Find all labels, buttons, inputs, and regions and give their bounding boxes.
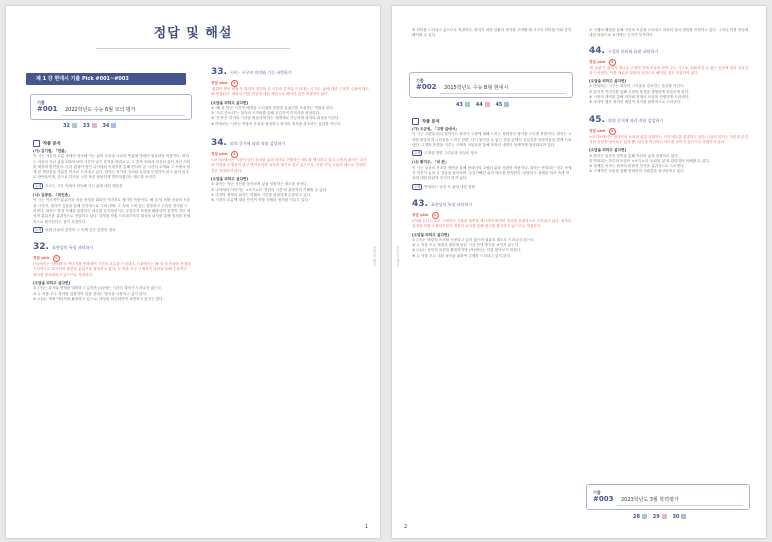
problems-33-34 (211, 68, 369, 203)
wrong-item: ④ (나)는 색채 이미지를 활용하고 있으나, 대상을 의인화하여 표현하고 있지는 않다. (33, 296, 164, 301)
right-column-content (589, 28, 749, 175)
color-square (662, 514, 667, 519)
question-num: 33 (82, 123, 90, 129)
exam-underline (61, 115, 185, 116)
wrong-item: ④ (나)는 설의적 표현을 활용하지만 (가)에서는 이를 찾아보기 어렵다. (412, 248, 522, 253)
answer-pick: 정답 pick ③ (589, 59, 749, 66)
wrong-item: ④ 마지막 연에서 화자는 미래의 시간을 담담하게 수용하고 있다. (211, 192, 312, 197)
problem-title: 33. 시어 · 시구의 의미와 기능 파악하기 (211, 67, 292, 77)
wrong-heading: [오답을 피하고 싶다면] (589, 148, 627, 153)
answer-explanation: '겹겹이 쌓인 세월'은 화자가 견디어 온 시간의 흔적을 드러내는 시구로, 삶에 대한 긍정적 수용의 태도와 연결된다. 따라서 이를 현실에 대한 체념으로 해석한 것은 적절하지 않다. (211, 87, 369, 97)
wrong-item: ② '푸른 종소리'는 청각의 시각화를 통해 공감각적 이미지를 형성한다. (211, 111, 321, 116)
color-square (485, 102, 490, 107)
wrong-item: ③ 두 작품 모두 청자를 설정하여 말을 건네는 방식을 사용하고 있지 않다. (33, 291, 148, 296)
work-analysis: 이 시는 일상의 사소한 장면을 통해 현대인의 고립된 삶을 성찰한 작품이다. 화자는 반복되는 하루 속에서 자신이 놓쳐 온 것들을 돌아보며, 무감각해진 삶의 태도를 반성한다. 담담하고 절제된 어조 속에 현실에 대한 비판적 인식이 담겨 있다. (412, 165, 572, 181)
work-summary: 주제 반복되는 일상 속 삶에 대한 성찰 (414, 184, 476, 189)
question-num: 34 (102, 123, 110, 129)
answer-pick: 정답 pick ① (33, 255, 191, 262)
work-title: (나) 황지우, 「비 판」 (412, 160, 449, 165)
question-num: 44 (475, 102, 483, 108)
wrong-item: ③ '흔적'은 과거의 시간을 떠올리게 하는 매개체로 기능하며 화자의 회상을 이끈다. (211, 116, 340, 121)
wrong-item: ① 화자는 지난 시간을 돌아보며 삶을 성찰하는 태도를 보인다. (211, 182, 308, 187)
color-square (465, 102, 470, 107)
wrong-item: ① 반복되는 시구는 화자의 그리움을 강조하는 효과를 지닌다. (589, 84, 685, 89)
page-1 (6, 6, 380, 538)
section-banner: 제 1 강 현대시 기출 Pick #001~#003 (26, 73, 186, 85)
page-2 (392, 6, 766, 538)
answer-pick: 정답 pick ④ (211, 80, 369, 87)
question-num: 32 (63, 123, 70, 129)
wrong-item: ① 화자는 일상의 장면을 통해 자신의 삶을 성찰하고 있다. (589, 153, 679, 158)
problem-title: 45. 외적 준거에 따라 작품 감상하기 (589, 114, 664, 125)
exam-number: #001 (37, 105, 58, 113)
theme-tag-icon: 주제 (414, 151, 421, 156)
exam-title: 2015학년도 수능 B형 현대시 (444, 85, 509, 91)
problem-title: 43. 표현상의 특징 파악하기 (412, 198, 473, 209)
wrong-item: ② 나이테의 이미지는 <보기>의 '견딤의 시간'과 관련지어 이해할 수 있다. (211, 187, 328, 192)
exam-title: 2023학년도 3월 학력평가 (621, 497, 679, 503)
side-label: 정답 및 해설 (396, 246, 401, 266)
wrong-item: ③ 절제된 어조는 화자의 비판적 인식을 효과적으로 드러낸다. (589, 164, 685, 169)
continued-text: ① 시행의 배열을 통해 시간의 흐름을 드러내고 화자의 정서 변화를 표현하고 있다. 그러나 이를 현실에 대한 비판으로 보기에는 근거가 부족하다. (589, 28, 749, 38)
wrong-item: ③ 두 작품 모두 계절의 변화에 따른 시상 전개 방식을 보이지 않는다. (412, 243, 520, 248)
question-numbers (633, 514, 690, 520)
side-label: 정답 및 해설 (373, 246, 377, 266)
question-num: 43 (456, 102, 463, 108)
exam-box-002 (409, 72, 573, 98)
wrong-item: ② (가)는 과거와 현재를 대비하고 있지만 (나)에는 시간의 대비가 드러나지 않는다. (33, 286, 163, 291)
work-summary: 주제 흐르는 시간 속에서 성숙해 가는 삶에 대한 깨달음 (35, 183, 123, 188)
answer-pick: 정답 pick ③ (211, 151, 369, 158)
wrong-heading: [오답을 피하고 싶다면] (33, 281, 71, 286)
question-numbers (456, 102, 513, 108)
answer-explanation: <보기>에서는 시간이 남긴 상처를 삶의 의미로 전환하는 태도를 제시하고 있다. (가)의 화자는 과거의 아픔을 부정하지 않고 받아들이며 성숙의 계기로 삼고 있으므로, 이를 현실 도피의 태도로 감상한 것은 적절하지 않다. (211, 158, 367, 173)
color-square (72, 123, 77, 128)
answer-explanation: (가)와 (나)는 모두 구체적인 사물과 장면을 제시하여 화자의 정서를 간접적으로 드러내고 있다. 화자의 감정을 직접 노출하기보다 대상의 묘사를 통해 정서를 환기하고 있으므로 적절하다. (412, 218, 572, 229)
question-num: 45 (495, 102, 503, 108)
question-num: 28 (633, 514, 640, 520)
question-num: 30 (672, 514, 680, 520)
wrong-heading: [오답을 피하고 싶다면] (412, 232, 450, 237)
wrong-item: ④ 시어의 대비를 통해 과거와 현재의 모습을 선명하게 드러낸다. (589, 95, 690, 100)
page-number: 1 (364, 523, 368, 530)
title-divider (96, 48, 290, 49)
page-number: 2 (404, 523, 408, 530)
passage-analysis (33, 140, 191, 302)
answer-pick: 정답 pick ② (412, 212, 572, 219)
wrong-item: ② 감각적 이미지를 통해 고향의 풍경을 생생하게 떠올리게 한다. (589, 89, 690, 94)
exam-underline (440, 93, 566, 94)
wrong-heading: [오답을 피하고 싶다면] (211, 100, 249, 105)
work-analysis: 이 시는 고향을 떠나 살아가는 화자가 고향에 대해 느끼는 복합적인 정서를 드러낸 작품이다. 화자는 고향을 떠올리며 그리움을 느끼는 한편, 다시 돌아갈 수 없는 현실 앞에서 상실감과 안타까움을 함께 드러낸다. 고향의 풍경을 이루는 구체적 사물들을 통해 화자의 내면이 섬세하게 형상화되어 있다. (412, 132, 572, 147)
work-summary: 주제 고향을 향한 그리움과 상실의 정서 (414, 151, 478, 156)
work-analysis: 이 시는 시간의 흐름 속에서 성숙해 가는 삶의 모습을 나무의 연륜에 빗대어 형상화한 작품이다. 화자는 자신의 지난 삶을 되돌아보며 시간이 남긴 흔적을 바라보고, 그 흔적 속에서 자신의 삶이 지닌 의미를 새롭게 발견한다. 특히 겹겹이 쌓인 나이테의 이미지를 통해 견디어 온 시간의 무게와 그 속에서 얻게 된 깨달음을 차분한 어조로 드러내고 있다. 화자는 과거의 상처와 슬픔을 부정하지 않고 삶의 일부로 받아들이며, 앞으로 다가올 시간 또한 담담하게 맞이하겠다는 태도를 보인다. (33, 154, 191, 180)
check-icon (33, 140, 40, 147)
color-square (681, 514, 686, 519)
problem-title: 34. 외적 준거에 따라 작품 감상하기 (211, 138, 286, 149)
wrong-heading: [오답을 피하고 싶다면] (589, 79, 627, 84)
passage-analysis (412, 118, 572, 259)
color-square (642, 514, 647, 519)
exam-tag: 기출 (37, 100, 45, 105)
wrong-item: ① (가)는 명령형 어조를 사용하고 있지 않으며 권유의 태도도 드러나지 않는다. (412, 237, 535, 242)
answer-explanation: (가)에서는 '나이테'의 이미지를 반복하여 시간의 흐름을 드러내고, (나)에서는 해 질 녘 마을의 풍경을 시각적으로 묘사하여 쓸쓸한 분위기를 형성하고 있다. 두 작품 모두 구체적인 대상을 통해 추상적인 정서를 형상화하고 있으므로 적절하다. (33, 262, 191, 277)
answer-explanation: '빈 들판'은 화자가 떠나온 고향의 현재 모습을 보여 주는 시구로, 되돌아갈 수 없는 공간에 대한 상실감을 드러낸다. 이를 새로운 희망의 공간으로 해석한 것은 적절하지 않다. (589, 65, 749, 75)
exam-title: 2022학년도 수능 6월 모의 평가 (65, 107, 136, 113)
theme-tag-icon: 주제 (35, 183, 42, 188)
exam-number: #003 (593, 495, 614, 503)
answer-explanation: <보기>에서는 현대인의 소외된 삶을 성찰하는 시적 태도를 설명하고 있다. (나)의 화자는 자신의 무감각한 일상을 돌아보고 있을 뿐, 타인을 비난하는 태도를 보이지 않으므로 적절하지 않다. (589, 134, 749, 144)
passage-heading: 작품 분석 (33, 140, 191, 147)
wrong-item: ② 반복되는 하루의 모습은 <보기>의 '소외된 삶'과 관련지어 이해할 수 있다. (589, 158, 710, 163)
work-title: (나) 김광균, 「외인촌」 (33, 193, 72, 198)
wrong-item: ⑤ 반복되는 시어는 작품의 운율을 형성하고 화자의 정서를 강조하는 효과를 지닌다. (211, 121, 342, 126)
color-square (111, 123, 116, 128)
color-square (92, 123, 97, 128)
exam-tag: 기출 (593, 490, 601, 495)
wrong-item: ① '해 질 녘'은 시간적 배경을 드러내며 쓸쓸한 분위기를 조성하는 역할을 한다. (211, 105, 335, 110)
question-numbers (63, 123, 120, 129)
page-title: 정답 및 해설 (153, 26, 233, 41)
exam-box-003 (586, 484, 750, 510)
work-summary: 주제 외딴 마을의 풍경과 그 속에 깃든 쓸쓸한 정서 (35, 227, 116, 232)
question-num: 29 (652, 514, 660, 520)
wrong-item: ⑤ 마지막 행은 화자의 체념적 정서를 함축적으로 드러낸다. (589, 100, 682, 105)
exam-tag: 기출 (416, 78, 424, 83)
check-icon (412, 118, 419, 125)
problem-title: 44. 구절의 의미와 표현 파악하기 (589, 45, 659, 56)
color-square (504, 102, 509, 107)
wrong-item: ⑤ 시간의 흐름에 대한 인식이 작품 전체의 정서를 이끌고 있다. (211, 198, 309, 203)
work-title: (가) 오규원, 「고향 앞에서」 (412, 127, 459, 131)
passage-heading: 작품 분석 (412, 118, 572, 125)
work-title: (가) 김기림, 「연륜」 (33, 149, 69, 153)
answer-pick: 정답 pick ⑤ (589, 128, 749, 135)
wrong-heading: [오답을 피하고 싶다면] (211, 176, 249, 181)
problem-title: 32. 표현상의 특징 파악하기 (33, 242, 94, 253)
theme-tag-icon: 주제 (35, 227, 42, 232)
continued-text: ⑤ 의미를 드러내고 있으므로 적절하다. 화자가 처한 상황과 정서를 고려할 때 시구의 의미를 이와 같이 해석할 수 있다. (412, 28, 572, 38)
wrong-item: ④ 구체적인 사물을 통해 현대인의 고립감을 형상화하고 있다. (589, 169, 685, 174)
exam-underline (617, 505, 743, 506)
theme-tag-icon: 주제 (414, 184, 421, 189)
work-analysis: 이 시는 이국적인 분위기의 마을 풍경을 회화적 이미지로 제시한 작품이다. 해 질 녘 외딴 마을의 모습을 시각적, 청각적 심상을 통해 감각적으로 그려 내며, 그 속에 스며 있는 쓸쓸하고 고독한 정서를 드러낸다. 화자는 풍경 자체를 관찰하는 태도를 유지하면서도 공감각적 표현을 활용하여 풍경이 지닌 애상적 분위기를 효과적으로 전달하고 있다. 감정을 직접 드러내기보다 대상의 묘사를 통해 정서를 간접적으로 환기한다는 점이 특징이다. (33, 198, 191, 224)
exam-number: #002 (416, 83, 437, 91)
wrong-item: ⑤ 두 작품 모두 대화 형식을 취하여 주제를 드러내고 있지 않다. (412, 253, 512, 258)
exam-box-001 (30, 94, 192, 120)
